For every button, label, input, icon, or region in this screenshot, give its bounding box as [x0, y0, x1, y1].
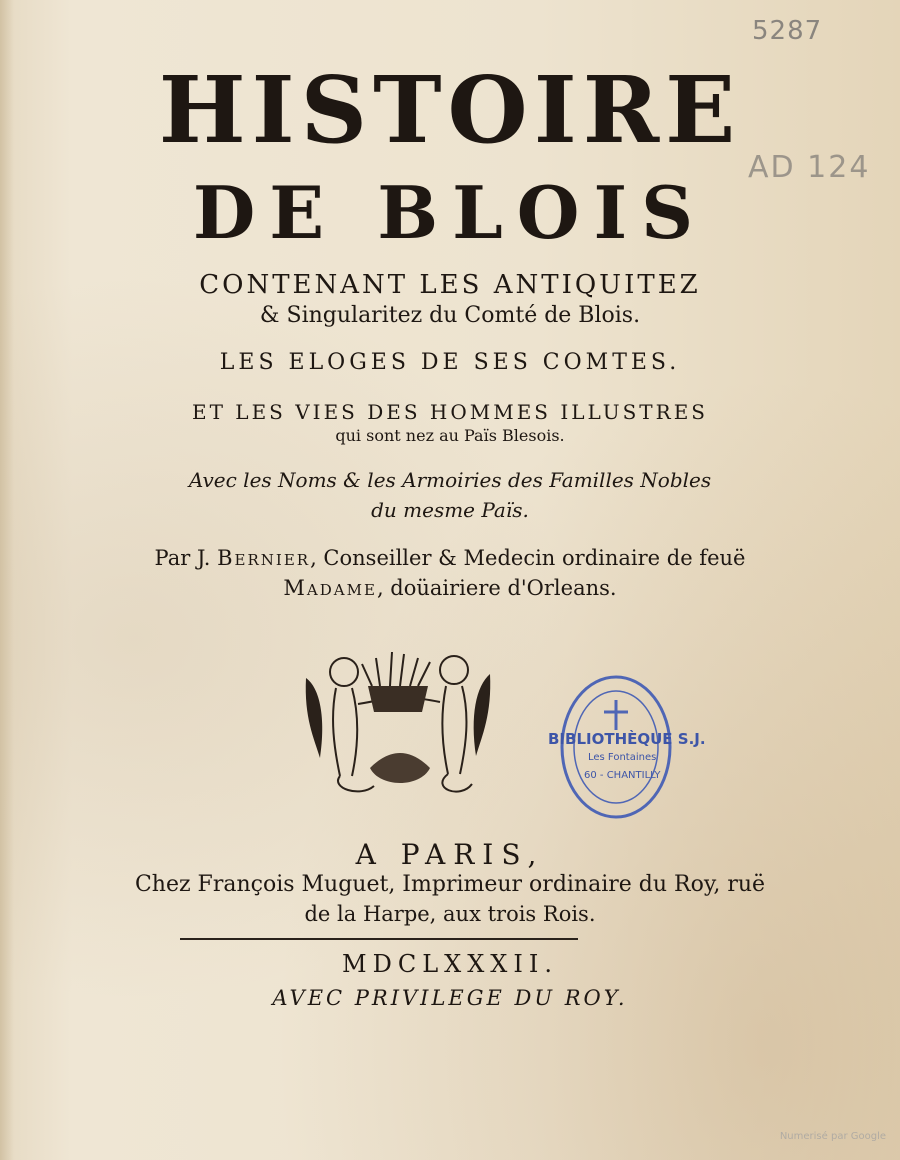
author-rest: , doüairiere d'Orleans.: [376, 576, 617, 600]
imprint-city: A PARIS,: [355, 838, 545, 871]
subtitle-vies: ET LES VIES DES HOMMES ILLUSTRES: [191, 400, 708, 424]
imprint-publisher: Chez François Muguet, Imprimeur ordinaire du Roy, ruë: [134, 872, 766, 897]
stamp-line-3: 60 - CHANTILLY: [584, 770, 661, 781]
subtitle-singularitez: & Singularitez du Comté de Blois.: [259, 303, 641, 328]
title-line-1: HISTOIRE: [158, 56, 742, 164]
title-line-2: DE BLOIS: [192, 170, 708, 255]
author-madame: Madame: [283, 576, 377, 600]
imprint-address: de la Harpe, aux trois Rois.: [304, 902, 596, 926]
author-role: , Conseiller & Medecin ordinaire de feuë: [310, 546, 746, 570]
subtitle-nez: qui sont nez au Païs Blesois.: [335, 426, 565, 445]
subtitle-noms-2: du mesme Païs.: [371, 498, 529, 522]
shelf-mark-top: 5287: [752, 16, 823, 46]
author-line-2: [0, 576, 900, 600]
digitization-credit: Numerisé par Google: [779, 1131, 886, 1142]
author-line-1: [0, 546, 900, 570]
stamp-line-2: Les Fontaines: [588, 752, 657, 763]
imprint-date: MDCLXXXII.: [342, 950, 558, 978]
author-name: Bernier: [217, 546, 311, 570]
divider-rule: [180, 938, 578, 940]
cherubs-vignette-icon: [300, 648, 496, 808]
subtitle-noms-1: Avec les Noms & les Armoiries des Familles Nobles: [188, 468, 712, 492]
subtitle-contenant: CONTENANT LES ANTIQUITEZ: [199, 270, 701, 300]
author-prefix: Par J.: [154, 546, 218, 570]
stamp-library: BIBLIOTHÈQUE S.J.: [548, 730, 706, 748]
subtitle-eloges: LES ELOGES DE SES COMTES.: [219, 350, 681, 375]
imprint-privilege: AVEC PRIVILEGE DU ROY.: [272, 986, 628, 1010]
shelf-mark-side: AD 124: [748, 150, 871, 185]
